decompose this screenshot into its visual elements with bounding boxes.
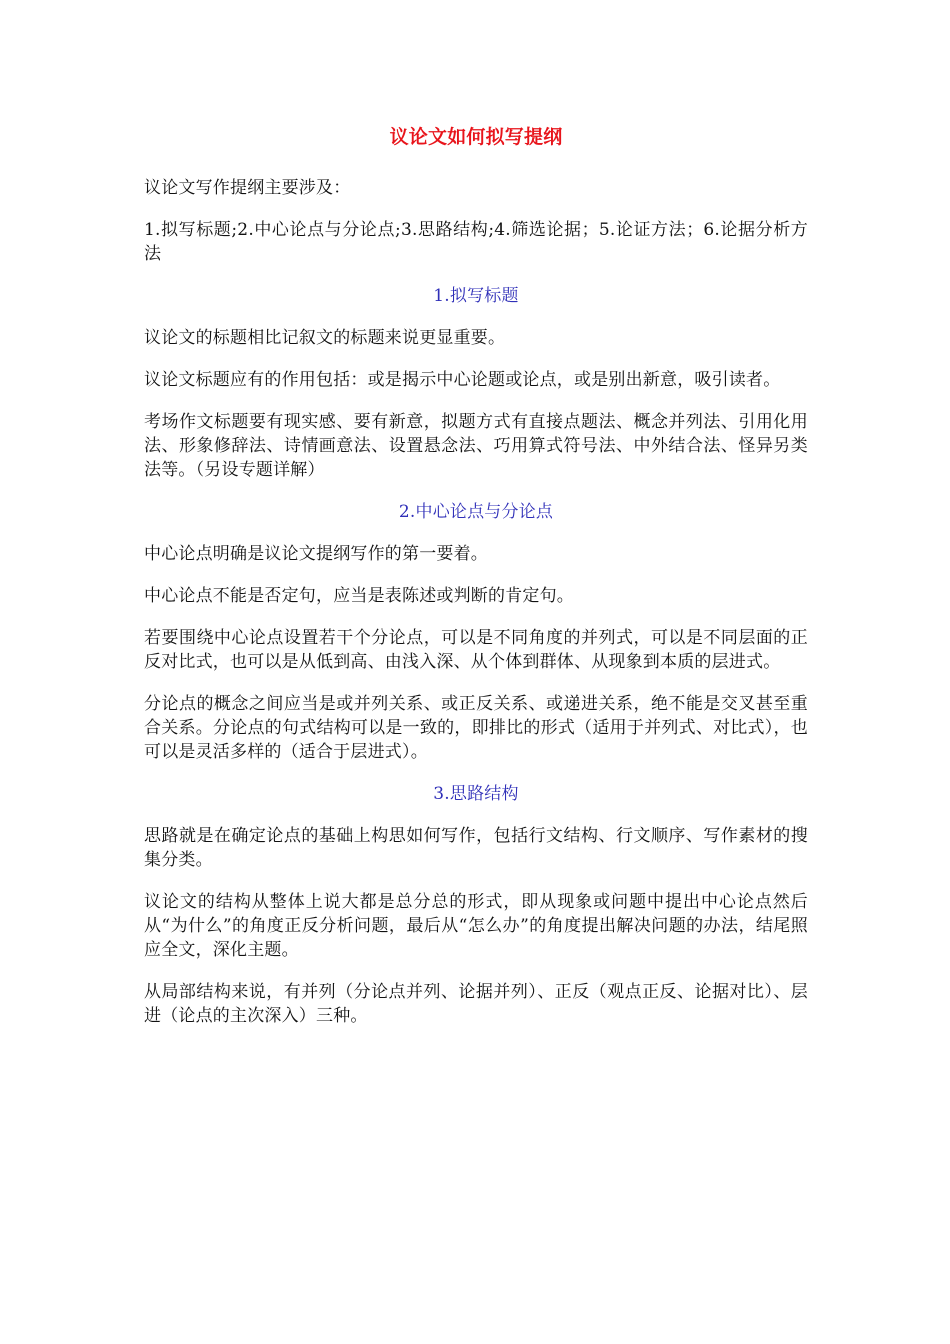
section-heading-3: 3.思路结构 — [433, 784, 519, 804]
section-1-paragraph-1: 议论文的标题相比记叙文的标题来说更显重要。 — [144, 328, 506, 348]
section-heading-1: 1.拟写标题 — [433, 286, 519, 306]
section-3-paragraph-3: 从局部结构来说，有并列（分论点并列、论据并列）、正反（观点正反、论据对比）、层进（论点的主次深入）三种。 — [144, 982, 808, 1026]
section-heading-2: 2.中心论点与分论点 — [398, 502, 554, 522]
document-title: 议论文如何拟写提纲 — [389, 126, 563, 148]
section-3-paragraph-1: 思路就是在确定论点的基础上构思如何写作，包括行文结构、行文顺序、写作素材的搜集分类。 — [144, 826, 808, 870]
section-1-paragraph-2: 议论文标题应有的作用包括：或是揭示中心论题或论点，或是别出新意，吸引读者。 — [144, 370, 781, 390]
intro-paragraph: 议论文写作提纲主要涉及： — [144, 178, 351, 198]
section-2-paragraph-3: 若要围绕中心论点设置若干个分论点，可以是不同角度的并列式，可以是不同层面的正反对比式，也可以是从低到高、由浅入深、从个体到群体、从现象到本质的层进式。 — [144, 628, 808, 672]
section-2-paragraph-4: 分论点的概念之间应当是或并列关系、或正反关系、或递进关系，绝不能是交叉甚至重合关系。分论点的句式结构可以是一致的，即排比的形式（适用于并列式、对比式），也可以是灵活多样的（适合于层进式）。 — [144, 694, 808, 762]
section-2-paragraph-2: 中心论点不能是否定句，应当是表陈述或判断的肯定句。 — [144, 586, 574, 606]
overview-paragraph: 1.拟写标题;2.中心论点与分论点;3.思路结构;4.筛选论据；5.论证方法；6.论据分析方法 — [144, 220, 808, 264]
section-1-paragraph-3: 考场作文标题要有现实感、要有新意，拟题方式有直接点题法、概念并列法、引用化用法、形象修辞法、诗情画意法、设置悬念法、巧用算式符号法、中外结合法、怪异另类法等。（另设专题详解） — [144, 412, 808, 480]
section-3-paragraph-2: 议论文的结构从整体上说大都是总分总的形式，即从现象或问题中提出中心论点然后从“为什么”的角度正反分析问题，最后从“怎么办”的角度提出解决问题的办法，结尾照应全文，深化主题。 — [144, 892, 808, 960]
section-2-paragraph-1: 中心论点明确是议论文提纲写作的第一要着。 — [144, 544, 488, 564]
document-page — [144, 120, 808, 1046]
